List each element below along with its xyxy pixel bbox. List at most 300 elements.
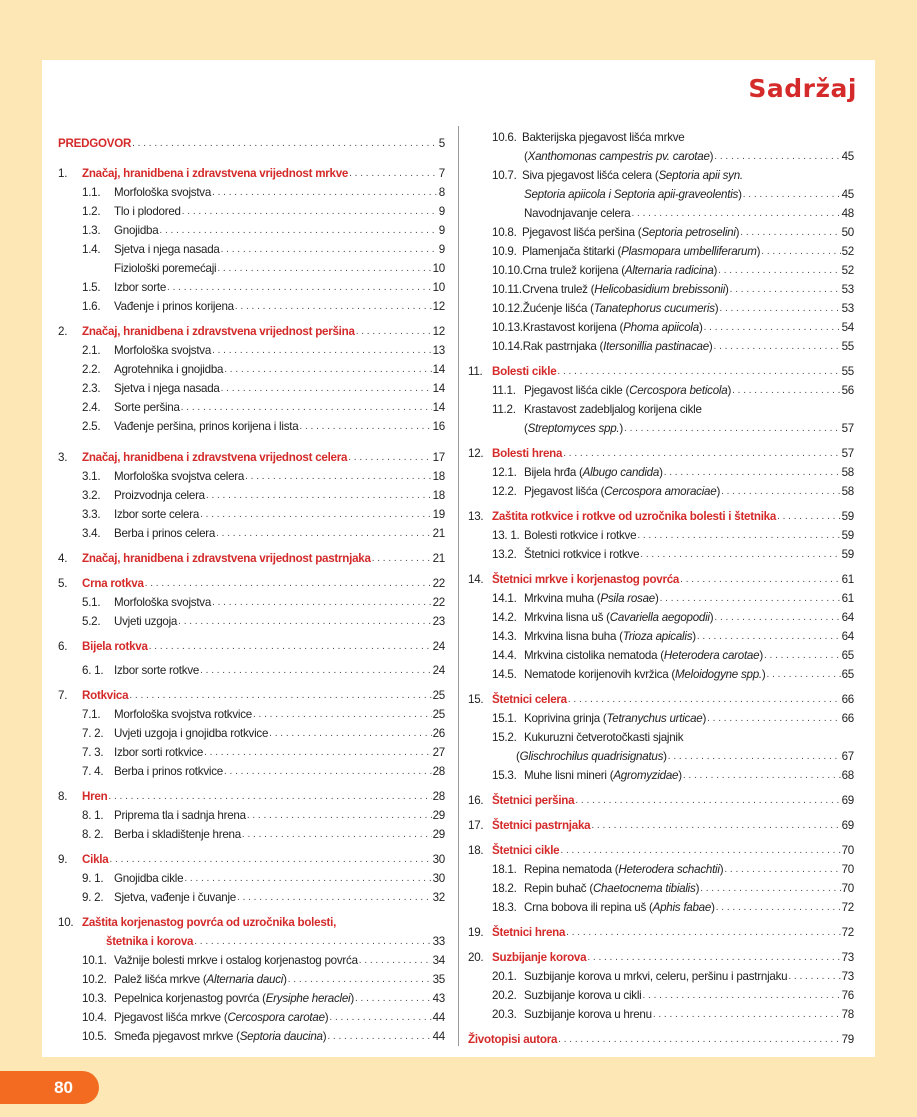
- toc-chapter-entry[interactable]: [58, 684, 445, 703]
- toc-entry-text: Repin buhač (: [524, 882, 593, 895]
- toc-entry-text: Palež lišća mrkve (: [114, 973, 207, 986]
- dot-leader: [221, 243, 438, 257]
- dot-leader: [788, 970, 840, 984]
- toc-page-number: 29: [432, 828, 445, 841]
- toc-page-number: 27: [432, 746, 445, 759]
- toc-chapter-entry[interactable]: [58, 547, 445, 566]
- toc-entry-number: 10.6.: [492, 131, 517, 144]
- toc-entry-text: Pjegavost lišća peršina (: [522, 226, 642, 239]
- dot-leader: [668, 750, 841, 764]
- dot-leader: [697, 630, 841, 644]
- toc-section-entry[interactable]: [468, 764, 854, 783]
- toc-chapter-entry[interactable]: [58, 911, 445, 930]
- toc-entry-title: [468, 207, 631, 221]
- toc-entry-title: [492, 844, 559, 858]
- toc-section-entry[interactable]: [58, 503, 445, 522]
- toc-entry-title: [114, 872, 183, 886]
- toc-entry-title: [468, 150, 713, 164]
- toc-entry-title: [114, 363, 223, 377]
- toc-page-number: 68: [841, 769, 854, 782]
- toc-entry-latin-name: Cercospora carotae: [227, 1011, 325, 1024]
- toc-entry-text: Uvjeti uzgoja i gnojidba rotkvice: [114, 727, 269, 740]
- toc-page-number: 58: [841, 485, 854, 498]
- toc-entry-title: [114, 470, 244, 484]
- toc-entry-text-end: ): [759, 649, 763, 662]
- toc-section-entry[interactable]: [58, 219, 445, 238]
- dot-leader: [683, 769, 841, 783]
- toc-page-number: 50: [841, 226, 854, 239]
- toc-section-entry[interactable]: [468, 461, 854, 480]
- toc-page-number: 10: [432, 281, 445, 294]
- toc-entry-latin-name: Heterodera carotae: [663, 649, 760, 662]
- toc-entry-latin-name: Septoria apii syn.: [658, 169, 743, 182]
- toc-entry-title: [114, 1030, 326, 1044]
- toc-section-entry[interactable]: [58, 610, 445, 629]
- toc-page-number: 28: [432, 765, 445, 778]
- dot-leader: [247, 809, 432, 823]
- toc-entry-title: [492, 926, 565, 940]
- dot-leader: [716, 901, 841, 915]
- dot-leader: [181, 401, 432, 415]
- toc-section-entry[interactable]: [468, 126, 854, 145]
- dot-leader: [224, 363, 431, 377]
- toc-page-number: 21: [432, 552, 445, 565]
- toc-entry-title: [114, 344, 211, 358]
- toc-section-entry[interactable]: [468, 164, 854, 183]
- toc-entry-number: 7. 3.: [82, 746, 104, 759]
- toc-page-number: 17: [432, 451, 445, 464]
- toc-entry-text: Izbor sorte celera: [114, 508, 200, 521]
- toc-entry-text: Bakterijska pjegavost lišća mrkve: [522, 131, 685, 144]
- toc-entry-text: Životopisi autora: [468, 1033, 558, 1046]
- toc-entry-number: 10.8.: [492, 226, 517, 239]
- toc-entry-number: 12.2.: [492, 485, 517, 498]
- toc-entry-text: Pjegavost lišća (: [524, 485, 605, 498]
- toc-section-entry[interactable]: [58, 276, 445, 295]
- toc-entry-title: [523, 264, 717, 278]
- toc-chapter-entry[interactable]: [58, 635, 445, 654]
- toc-page-number: 22: [432, 596, 445, 609]
- dot-leader: [217, 262, 431, 276]
- toc-page-number: 61: [841, 592, 854, 605]
- toc-section-entry[interactable]: [58, 181, 445, 200]
- toc-page-number: 76: [841, 989, 854, 1002]
- toc-entry-text: Mrkvina lisna buha (: [524, 630, 623, 643]
- toc-page-number: 32: [432, 891, 445, 904]
- toc-page-number: 30: [432, 853, 445, 866]
- toc-chapter-entry[interactable]: [468, 814, 854, 833]
- toc-entry-text: Zaštita rotkvice i rotkve od uzročnika bolesti i štetnika: [492, 510, 777, 523]
- toc-entry-title: [524, 901, 715, 915]
- dot-leader: [132, 137, 438, 151]
- toc-entry-text-end: ): [655, 592, 659, 605]
- toc-section-entry[interactable]: [468, 896, 854, 915]
- dot-leader: [714, 611, 840, 625]
- toc-entry-title: [114, 954, 358, 968]
- toc-section-entry[interactable]: [58, 823, 445, 842]
- toc-entry-title: [58, 137, 131, 151]
- toc-entry-text: Značaj, hranidbena i zdravstvena vrijednost mrkve: [82, 167, 349, 180]
- toc-section-entry[interactable]: [58, 1025, 445, 1044]
- toc-entry-text: Značaj, hranidbena i zdravstvena vrijednost pastrnjaka: [82, 552, 371, 565]
- toc-page-number: 64: [841, 611, 854, 624]
- toc-section-entry[interactable]: [468, 379, 854, 398]
- toc-page-number: 73: [841, 951, 854, 964]
- toc-chapter-entry[interactable]: [468, 946, 854, 965]
- toc-section-entry[interactable]: [58, 968, 445, 987]
- toc-section-entry[interactable]: [58, 804, 445, 823]
- toc-section-entry[interactable]: [468, 877, 854, 896]
- dot-leader: [242, 828, 432, 842]
- dot-leader: [235, 300, 432, 314]
- toc-page-number: 59: [841, 548, 854, 561]
- toc-page-number: 24: [432, 664, 445, 677]
- toc-chapter-entry[interactable]: [468, 360, 854, 379]
- toc-page-number: 73: [841, 970, 854, 983]
- toc-section-entry[interactable]: [58, 295, 445, 314]
- toc-entry-number: 10.14.: [492, 340, 523, 353]
- toc-entry-number: 3.1.: [82, 470, 101, 483]
- toc-entry-number: 18.2.: [492, 882, 517, 895]
- dot-leader: [327, 1030, 431, 1044]
- toc-entry-number: 10.9.: [492, 245, 517, 258]
- toc-page-number: 28: [432, 790, 445, 803]
- toc-entry-title: [524, 384, 731, 398]
- toc-entry-title: [492, 951, 586, 965]
- toc-entry-text-end: ): [692, 630, 696, 643]
- dot-leader: [560, 844, 840, 858]
- dot-leader: [109, 853, 431, 867]
- toc-page-number: 16: [432, 420, 445, 433]
- toc-section-entry[interactable]: [468, 644, 854, 663]
- toc-page-number: 13: [432, 344, 445, 357]
- toc-entry-text: Proizvodnja celera: [114, 489, 205, 502]
- toc-chapter-entry[interactable]: [58, 930, 445, 949]
- toc-section-entry[interactable]: [468, 625, 854, 644]
- toc-section-entry[interactable]: [468, 1003, 854, 1022]
- toc-entry-title: [114, 615, 177, 629]
- toc-section-entry[interactable]: [58, 722, 445, 741]
- toc-entry-number: 11.: [468, 365, 483, 378]
- toc-entry-text: Štetnici hrena: [492, 926, 566, 939]
- toc-section-entry[interactable]: [58, 396, 445, 415]
- toc-entry-number: 10.13.: [492, 321, 523, 334]
- toc-entry-title: [524, 466, 663, 480]
- toc-page-number: 72: [841, 901, 854, 914]
- toc-page-number: 8: [438, 186, 445, 199]
- toc-entry-latin-name: Trioza apicalis: [622, 630, 693, 643]
- toc-entry-latin-name: Plasmopara umbelliferarum: [621, 245, 757, 258]
- toc-entry-title: [524, 649, 763, 663]
- toc-entry-number: 6.: [58, 640, 68, 653]
- toc-page-number: 55: [841, 340, 854, 353]
- toc-page-number: 66: [841, 693, 854, 706]
- dot-leader: [732, 384, 841, 398]
- toc-chapter-entry[interactable]: [468, 505, 854, 524]
- toc-entry-number: 13.: [468, 510, 484, 523]
- toc-section-entry[interactable]: [58, 377, 445, 396]
- toc-page-number: 69: [841, 794, 854, 807]
- toc-section-entry[interactable]: [468, 240, 854, 259]
- toc-page-number: 61: [841, 573, 854, 586]
- toc-entry-number: 2.1.: [82, 344, 101, 357]
- toc-section-entry[interactable]: [468, 663, 854, 682]
- toc-entry-latin-name: Septoria daucina: [239, 1030, 323, 1043]
- toc-entry-text-end: ): [711, 901, 715, 914]
- toc-page-number: 70: [841, 882, 854, 895]
- toc-entry-text: Gnojidba cikle: [114, 872, 184, 885]
- toc-page-number: 45: [841, 150, 854, 163]
- toc-entry-number: 12.1.: [492, 466, 517, 479]
- toc-entry-text-end: ): [708, 340, 713, 353]
- toc-entry-text: Cikla: [82, 853, 109, 866]
- toc-page-number: 67: [841, 750, 854, 763]
- toc-chapter-entry[interactable]: [58, 446, 445, 465]
- toc-section-entry[interactable]: [468, 398, 854, 417]
- dot-leader: [204, 746, 432, 760]
- toc-entry-title: [524, 548, 639, 562]
- toc-entry-text: Štetnici rotkvice i rotkve: [524, 548, 640, 561]
- toc-section-entry[interactable]: [468, 707, 854, 726]
- dot-leader: [245, 470, 431, 484]
- toc-entry-number: 3.3.: [82, 508, 101, 521]
- toc-entry-text: (: [524, 422, 528, 435]
- toc-entry-title: [492, 447, 562, 461]
- toc-section-entry[interactable]: [58, 465, 445, 484]
- toc-entry-number: 3.2.: [82, 489, 101, 502]
- toc-entry-latin-name: Cavariella aegopodii: [609, 611, 710, 624]
- toc-entry-number: 2.2.: [82, 363, 101, 376]
- toc-entry-title: [524, 769, 682, 783]
- toc-entry-text: Vađenje peršina, prinos korijena i lista: [114, 420, 299, 433]
- toc-section-entry[interactable]: [468, 480, 854, 499]
- toc-entry-number: 10.12.: [492, 302, 523, 315]
- dot-leader: [129, 689, 431, 703]
- toc-page-number: 53: [841, 283, 854, 296]
- toc-chapter-entry[interactable]: [58, 785, 445, 804]
- toc-section-entry[interactable]: [58, 760, 445, 779]
- toc-entry-title: [492, 510, 776, 524]
- dot-leader: [178, 615, 431, 629]
- toc-page-number: 66: [841, 712, 854, 725]
- toc-section-entry[interactable]: [468, 726, 854, 745]
- toc-entry-number: 1.2.: [82, 205, 101, 218]
- toc-section-entry[interactable]: [468, 965, 854, 984]
- toc-page-number: 52: [841, 245, 854, 258]
- toc-section-entry[interactable]: [58, 703, 445, 722]
- toc-section-entry[interactable]: [468, 297, 854, 316]
- toc-entry-title: [82, 935, 193, 949]
- toc-section-entry[interactable]: [468, 745, 854, 764]
- toc-entry-latin-name: Alternaria dauci: [206, 973, 284, 986]
- toc-section-entry[interactable]: [58, 741, 445, 760]
- toc-page-number: 25: [432, 708, 445, 721]
- toc-chapter-entry[interactable]: [58, 572, 445, 591]
- toc-entry-title: [522, 283, 729, 297]
- toc-entry-title: [114, 281, 166, 295]
- toc-chapter-entry[interactable]: [468, 921, 854, 940]
- toc-entry-title: [114, 186, 211, 200]
- dot-leader: [714, 150, 840, 164]
- toc-entry-text: Mrkvina lisna uš (: [524, 611, 610, 624]
- toc-entry-text-end: ): [761, 668, 766, 681]
- toc-entry-text: Agrotehnika i gnojidba: [114, 363, 224, 376]
- toc-entry-text: Izbor sorti rotkvice: [114, 746, 204, 759]
- toc-entry-text: Zaštita korjenastog povrća od uzročnika bolesti,: [82, 916, 337, 929]
- toc-chapter-entry[interactable]: [468, 568, 854, 587]
- dot-leader: [145, 577, 432, 591]
- toc-entry-title: [524, 882, 699, 896]
- toc-section-entry[interactable]: [468, 984, 854, 1003]
- toc-chapter-entry[interactable]: [468, 688, 854, 707]
- toc-entry-latin-name: Alternaria radicina: [624, 264, 714, 277]
- toc-chapter-entry[interactable]: [468, 789, 854, 808]
- toc-entry-text-end: ): [725, 283, 729, 296]
- toc-page-number: 9: [438, 224, 445, 237]
- toc-entry-text: Morfološka svojstva: [114, 186, 212, 199]
- toc-entry-title: [114, 224, 158, 238]
- toc-entry-latin-name: Septoria petroselini: [641, 226, 736, 239]
- toc-section-entry[interactable]: [58, 358, 445, 377]
- toc-entry-text: Suzbijanje korova u cikli: [524, 989, 642, 1002]
- toc-entry-text: Suzbijanje korova u hrenu: [524, 1008, 652, 1021]
- toc-section-entry[interactable]: [58, 886, 445, 905]
- dot-leader: [237, 891, 432, 905]
- toc-entry-number: 15.2.: [492, 731, 517, 744]
- dot-leader: [221, 382, 432, 396]
- toc-section-entry[interactable]: [468, 278, 854, 297]
- dot-leader: [730, 283, 841, 297]
- dot-leader: [329, 1011, 431, 1025]
- toc-entry-text: Značaj, hranidbena i zdravstvena vrijednost celera: [82, 451, 348, 464]
- toc-page-number: 10: [432, 262, 445, 275]
- dot-leader: [212, 596, 432, 610]
- toc-entry-title: [524, 731, 683, 745]
- dot-leader: [212, 186, 438, 200]
- toc-entry-text: Uvjeti uzgoja: [114, 615, 178, 628]
- toc-section-entry[interactable]: [468, 316, 854, 335]
- toc-entry-number: 2.4.: [82, 401, 101, 414]
- dot-leader: [159, 224, 437, 238]
- toc-section-entry[interactable]: [468, 858, 854, 877]
- toc-entry-text: (: [524, 150, 528, 163]
- toc-entry-number: 7. 2.: [82, 727, 104, 740]
- toc-entry-number: 10.10.: [492, 264, 523, 277]
- dot-leader: [767, 668, 841, 682]
- toc-entry-title: [114, 746, 203, 760]
- toc-section-entry[interactable]: [58, 591, 445, 610]
- toc-page-number: 25: [432, 689, 445, 702]
- toc-section-entry[interactable]: [468, 145, 854, 164]
- toc-entry-text: Izbor sorte: [114, 281, 167, 294]
- toc-entry-text: Bijela hrđa (: [524, 466, 583, 479]
- toc-entry-number: 13.2.: [492, 548, 517, 561]
- toc-entry-number: 15.3.: [492, 769, 517, 782]
- toc-page-number: 43: [432, 992, 445, 1005]
- toc-chapter-entry[interactable]: [58, 162, 445, 181]
- toc-chapter-entry[interactable]: [58, 132, 445, 151]
- toc-section-entry[interactable]: [468, 543, 854, 562]
- toc-page-number: 54: [841, 321, 854, 334]
- toc-entry-text: Fiziološki poremećaji: [114, 262, 217, 275]
- toc-chapter-entry[interactable]: [58, 320, 445, 339]
- toc-entry-title: [524, 1008, 652, 1022]
- toc-section-entry[interactable]: [58, 339, 445, 358]
- toc-section-entry[interactable]: [468, 221, 854, 240]
- toc-section-entry[interactable]: [58, 659, 445, 678]
- toc-entry-text-end: ): [695, 882, 700, 895]
- toc-chapter-entry[interactable]: [58, 848, 445, 867]
- toc-entry-title: [82, 552, 371, 566]
- toc-entry-text: Berba i prinos celera: [114, 527, 216, 540]
- toc-entry-title: [524, 611, 713, 625]
- toc-chapter-entry[interactable]: [468, 1028, 854, 1047]
- toc-section-entry[interactable]: [58, 1006, 445, 1025]
- toc-entry-number: 14.3.: [492, 630, 517, 643]
- toc-entry-number: 10.2.: [82, 973, 107, 986]
- toc-section-entry[interactable]: [58, 200, 445, 219]
- toc-page-number: 53: [841, 302, 854, 315]
- toc-page-number: 21: [432, 527, 445, 540]
- toc-page-number: 22: [432, 577, 445, 590]
- toc-section-entry[interactable]: [58, 987, 445, 1006]
- toc-section-entry[interactable]: [58, 415, 445, 434]
- toc-entry-title: [524, 989, 641, 1003]
- toc-entry-title: [523, 302, 719, 316]
- toc-section-entry[interactable]: [468, 259, 854, 278]
- toc-entry-number: 18.3.: [492, 901, 517, 914]
- dot-leader: [640, 548, 840, 562]
- toc-section-entry[interactable]: [468, 335, 854, 354]
- toc-chapter-entry[interactable]: [468, 442, 854, 461]
- toc-section-entry[interactable]: [58, 238, 445, 257]
- toc-section-entry[interactable]: [468, 202, 854, 221]
- toc-section-entry[interactable]: [468, 524, 854, 543]
- toc-entry-title: [524, 485, 720, 499]
- dot-leader: [764, 649, 841, 663]
- toc-page-number: 65: [841, 668, 854, 681]
- toc-page-number: 23: [432, 615, 445, 628]
- toc-entry-title: [82, 451, 347, 465]
- toc-page-number: 69: [841, 819, 854, 832]
- toc-entry-text: Morfološka svojstva: [114, 596, 212, 609]
- toc-section-entry[interactable]: [468, 183, 854, 202]
- toc-entry-number: 20.3.: [492, 1008, 517, 1021]
- toc-entry-number: 10.3.: [82, 992, 107, 1005]
- toc-page-number: 26: [432, 727, 445, 740]
- toc-entry-text: Priprema tla i sadnja hrena: [114, 809, 246, 822]
- dot-leader: [558, 1033, 840, 1047]
- toc-section-entry[interactable]: [58, 484, 445, 503]
- dot-leader: [299, 420, 431, 434]
- toc-entry-text: Sjetva i njega nasada: [114, 243, 220, 256]
- toc-section-entry[interactable]: [58, 522, 445, 541]
- toc-entry-text: Značaj, hranidbena i zdravstvena vrijednost peršina: [82, 325, 355, 338]
- toc-entry-latin-name: Psila rosae: [600, 592, 655, 605]
- toc-section-entry[interactable]: [58, 949, 445, 968]
- toc-section-entry[interactable]: [58, 867, 445, 886]
- toc-chapter-entry[interactable]: [468, 839, 854, 858]
- toc-section-entry[interactable]: [468, 587, 854, 606]
- dot-leader: [719, 302, 840, 316]
- toc-entry-text: Suzbijanje korova: [492, 951, 587, 964]
- toc-section-entry[interactable]: [468, 417, 854, 436]
- toc-page-number: 5: [438, 137, 445, 150]
- toc-entry-number: 5.2.: [82, 615, 101, 628]
- toc-section-entry[interactable]: [468, 606, 854, 625]
- toc-section-entry[interactable]: [58, 257, 445, 276]
- toc-page-number: 9: [438, 243, 445, 256]
